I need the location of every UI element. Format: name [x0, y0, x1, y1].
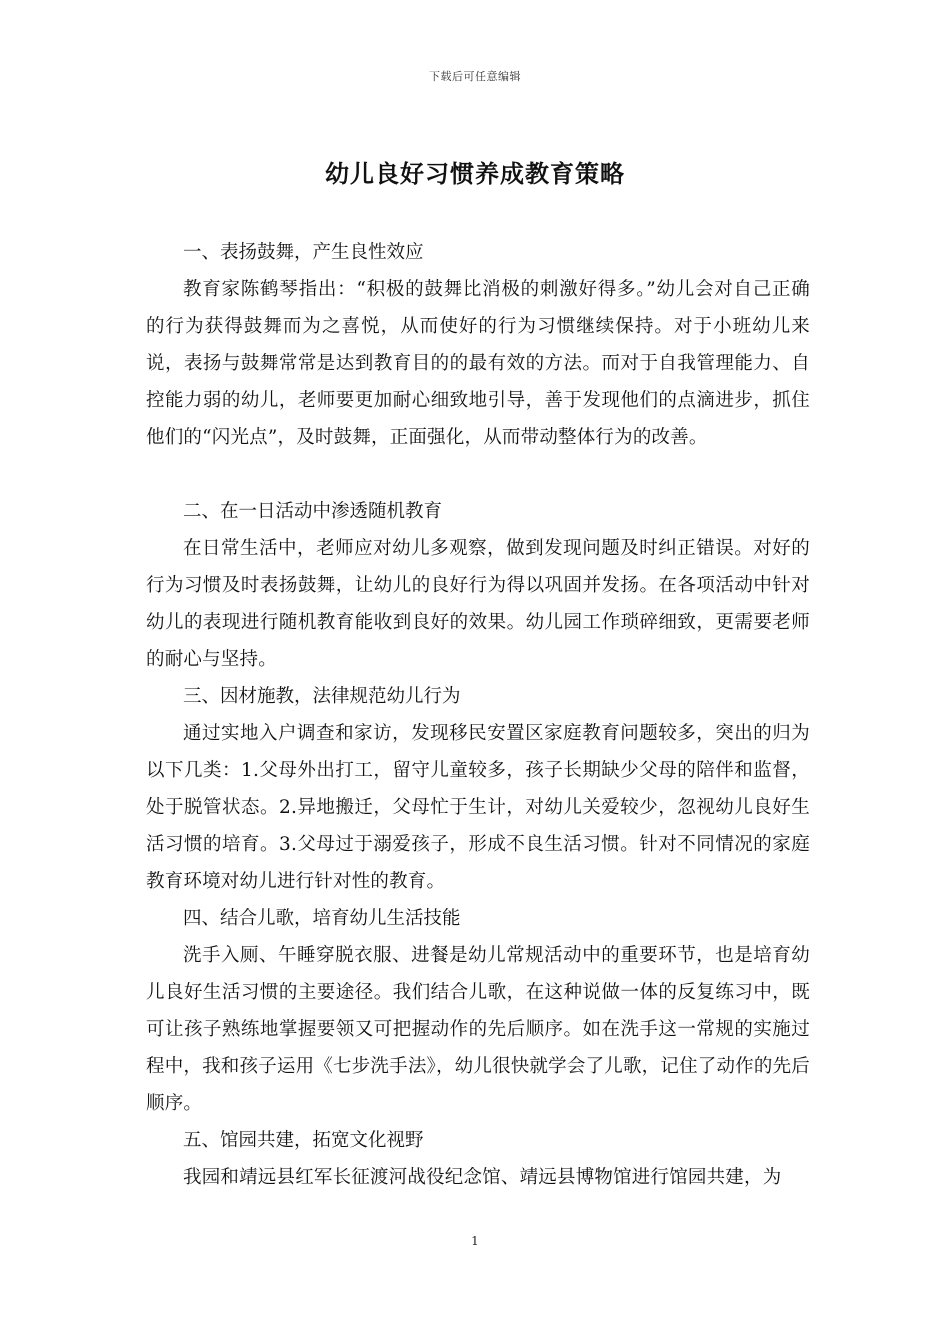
section-heading: 五、馆园共建，拓宽文化视野	[183, 1130, 424, 1151]
section-heading: 三、因材施教，法律规范幼儿行为	[183, 686, 461, 707]
section-heading: 二、在一日活动中渗透随机教育	[183, 501, 443, 522]
section-heading: 四、结合儿歌，培育幼儿生活技能	[183, 908, 461, 929]
section-paragraph: 通过实地入户调查和家访，发现移民安置区家庭教育问题较多，突出的归为以下几类：1.父母外出打工，留守儿童较多，孩子长期缺少父母的陪伴和监督，处于脱管状态。2.异地搬迁，父母忙于生计，对幼儿关爱较少，忽视幼儿良好生活习惯的培育。3.父母过于溺爱孩子，形成不良生活习惯。针对不同情况的家庭教育环境对幼儿进行针对性的教育。	[146, 723, 810, 892]
page-number: 1	[471, 1234, 479, 1248]
blank-line	[146, 456, 810, 493]
header-note: 下载后可任意编辑	[429, 70, 521, 83]
section-paragraph: 洗手入厕、午睡穿脱衣服、进餐是幼儿常规活动中的重要环节，也是培育幼儿良好生活习惯的主要途径。我们结合儿歌，在这种说做一体的反复练习中，既可让孩子熟练地掌握要领又可把握动作的先后顺序。如在洗手这一常规的实施过程中，我和孩子运用《七步洗手法》，幼儿很快就学会了儿歌，记住了动作的先后顺序。	[146, 945, 810, 1114]
section-paragraph: 我园和靖远县红军长征渡河战役纪念馆、靖远县博物馆进行馆园共建，为	[183, 1167, 782, 1188]
document-title: 幼儿良好习惯养成教育策略	[325, 159, 625, 188]
document-body	[146, 234, 810, 1196]
section-paragraph: 在日常生活中，老师应对幼儿多观察，做到发现问题及时纠正错误。对好的行为习惯及时表扬鼓舞，让幼儿的良好行为得以巩固并发扬。在各项活动中针对幼儿的表现进行随机教育能收到良好的效果。幼儿园工作琐碎细致，更需要老师的耐心与坚持。	[146, 538, 810, 670]
section-heading: 一、表扬鼓舞，产生良性效应	[183, 242, 424, 263]
section-paragraph: 教育家陈鹤琴指出：“积极的鼓舞比消极的刺激好得多。”幼儿会对自己正确的行为获得鼓舞而为之喜悦，从而使好的行为习惯继续保持。对于小班幼儿来说，表扬与鼓舞常常是达到教育目的的最有效的方法。而对于自我管理能力、自控能力弱的幼儿，老师要更加耐心细致地引导，善于发现他们的点滴进步，抓住他们的“闪光点”，及时鼓舞，正面强化，从而带动整体行为的改善。	[146, 279, 810, 448]
